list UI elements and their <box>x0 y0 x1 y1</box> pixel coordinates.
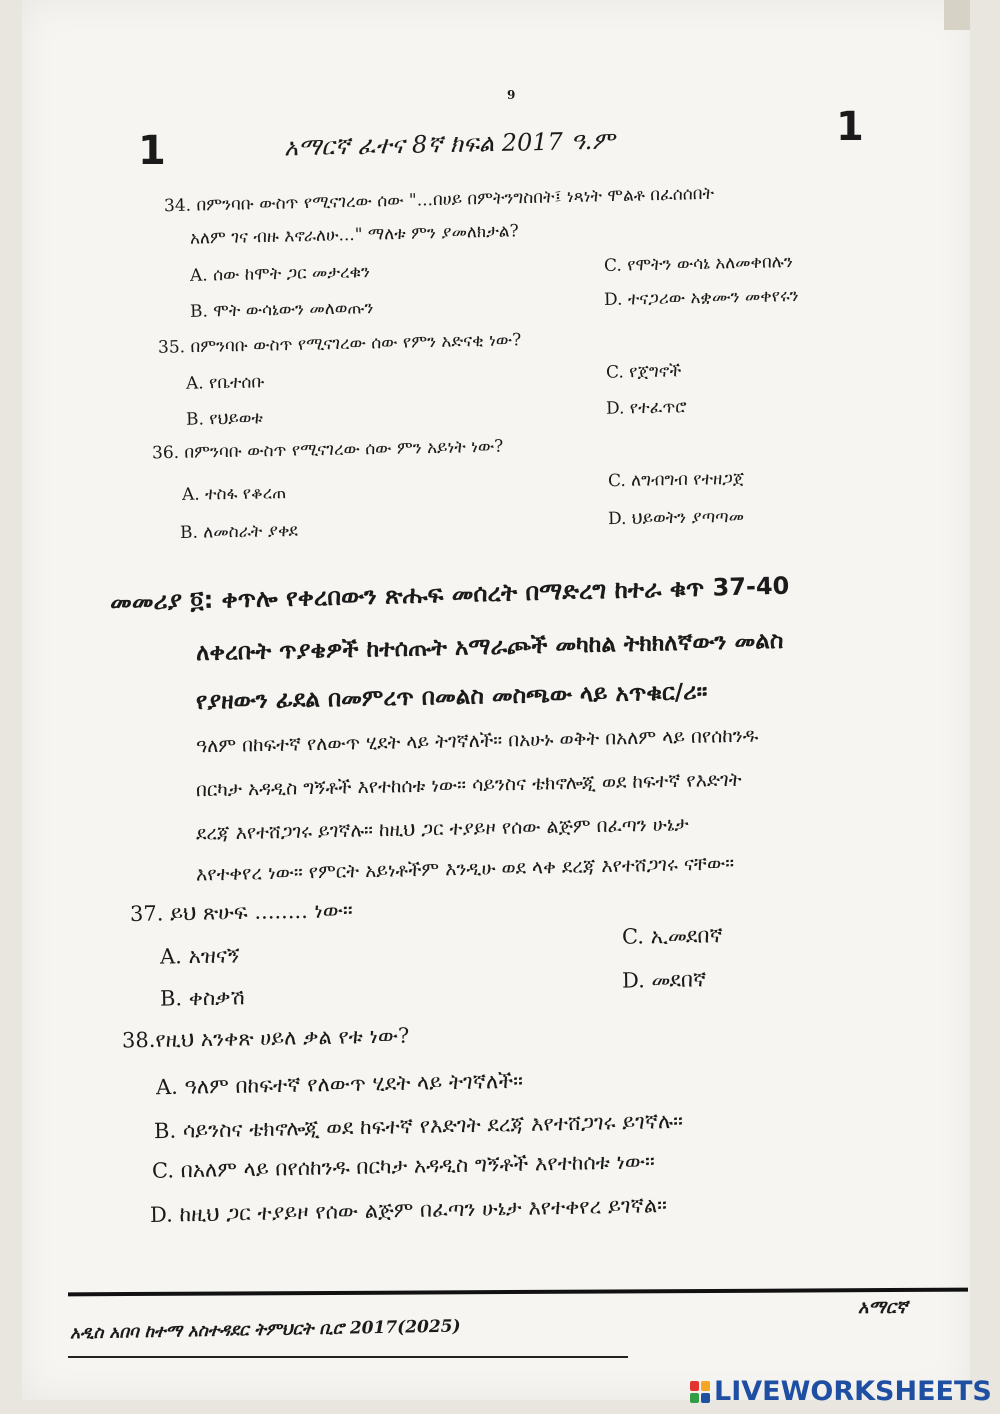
question-35-option-c[interactable]: C. የጀግኖች <box>605 361 682 383</box>
question-36-option-c[interactable]: C. ለግብግብ የተዘጋጀ <box>607 468 745 492</box>
section-number-right: 1 <box>836 104 864 150</box>
question-35-option-d[interactable]: D. የተፈጥሮ <box>605 397 687 419</box>
footer-bureau: አዲስ አበባ ከተማ አስተዳደር ትምህርት ቢሮ 2017(2025) <box>69 1316 461 1344</box>
footer-underline <box>68 1356 628 1358</box>
question-38-option-b[interactable]: B. ሳይንስና ቴክኖሎጂ ወደ ከፍተኛ የእድገት ደረጃ እየተሸጋገሩ ይገኛሉ። <box>153 1108 684 1144</box>
question-37-option-a[interactable]: A. አዝናኝ <box>159 943 240 969</box>
instruction-line-1: መመሪያ ፬: ቀጥሎ የቀረበውን ጽሑፍ መሰረት በማድረግ ከተራ ቁጥ 37-40 <box>109 571 790 617</box>
section-number-left: 1 <box>138 128 166 174</box>
question-38-stem: 38.የዚህ አንቀጽ ሀይለ ቃል የቱ ነው? <box>121 1023 410 1053</box>
question-34-option-b[interactable]: B. ሞት ውሳኔውን መለወጡን <box>189 298 374 322</box>
footer-subject: አማርኛ <box>858 1297 908 1318</box>
exam-title: አማርኛ ፈተና 8ኛ ክፍል 2017 ዓ.ም <box>283 126 615 162</box>
question-35-option-b[interactable]: B. የህይወቱ <box>185 408 264 430</box>
question-35-option-a[interactable]: A. የቤተሰቡ <box>185 372 265 394</box>
question-34-option-d[interactable]: D. ተናጋሪው አቋሙን መቀየሩን <box>603 285 799 311</box>
question-34-option-c[interactable]: C. የሞትን ውሳኔ አለመቀበሉን <box>603 252 793 276</box>
question-36-option-d[interactable]: D. ህይወትን ያጣጣመ <box>607 506 745 530</box>
question-34-stem-line-1: 34. በምንባቡ ውስጥ የሚናገረው ሰው "...በሀይ በምትንግስበት፤ ነጻነት ሞልቶ በፈሰሰበት <box>163 183 715 217</box>
passage-line-2: በርካታ አዳዲስ ግኝቶች እየተከሰቱ ነው። ሳይንስና ቴክኖሎጂ ወደ ከፍተኛ የእድገት <box>195 768 742 802</box>
scan-corner <box>944 0 970 30</box>
question-37-option-c[interactable]: C. ኢመደበኛ <box>621 923 723 949</box>
passage-line-1: ዓለም በከፍተኛ የለውጥ ሂደት ላይ ትገኛለች። በአሁኑ ወቅት በአለም ላይ በየሰከንዱ <box>195 724 759 758</box>
question-34-stem-line-2: አለም ገና ብዙ እኖራለሁ..." ማለቱ ምን ያመለክታል? <box>189 221 519 249</box>
watermark-text: LIVEWORKSHEETS <box>714 1376 992 1407</box>
passage-line-3: ደረጃ እየተሸጋገሩ ይገኛሉ። ከዚህ ጋር ተያይዞ የሰው ልጅም በፈጣን ሁኔታ <box>195 813 689 845</box>
question-36-stem: 36. በምንባቡ ውስጥ የሚናገረው ሰው ምን አይነት ነው? <box>151 436 504 464</box>
question-38-option-a[interactable]: A. ዓለም በከፍተኛ የለውጥ ሂደት ላይ ትገኛለች። <box>155 1068 524 1100</box>
question-37-option-b[interactable]: B. ቀስቃሽ <box>159 985 245 1011</box>
page-number: 9 <box>507 88 516 102</box>
question-37-stem: 37. ይህ ጽሁፍ ........ ነው። <box>129 898 353 926</box>
question-37-option-d[interactable]: D. መደበኛ <box>621 967 707 993</box>
question-38-option-d[interactable]: D. ከዚህ ጋር ተያይዞ የሰው ልጅም በፈጣን ሁኔታ እየተቀየረ ይገኛል። <box>149 1193 668 1227</box>
passage-line-4: እየተቀየረ ነው። የምርት አይነቶችም እንዲሁ ወደ ላቀ ደረጃ እየተሸጋገሩ ናቸው። <box>195 852 735 886</box>
question-34-option-a[interactable]: A. ሰው ከሞት ጋር መታረቁን <box>189 262 371 286</box>
question-36-option-a[interactable]: A. ተስፋ የቆረጠ <box>181 483 287 505</box>
liveworksheets-watermark <box>690 1376 992 1407</box>
question-35-stem: 35. በምንባቡ ውስጥ የሚናገረው ሰው የምን አድናቂ ነው? <box>157 330 522 358</box>
instruction-line-2: ለቀረቡት ጥያቄዎች ከተሰጡት አማራጮች መካከል ትክክለኛውን መልስ <box>195 627 784 667</box>
question-38-option-c[interactable]: C. በአለም ላይ በየሰከንዱ በርካታ አዳዲስ ግኝቶች እየተከሰቱ ነው። <box>151 1149 656 1183</box>
liveworksheets-logo-icon <box>690 1381 710 1403</box>
question-36-option-b[interactable]: B. ለመስራት ያቀደ <box>179 520 299 544</box>
instruction-line-3: የያዘውን ፊደል በመምረጥ በመልስ መስጫው ላይ አጥቁር/ሪ። <box>195 679 708 715</box>
